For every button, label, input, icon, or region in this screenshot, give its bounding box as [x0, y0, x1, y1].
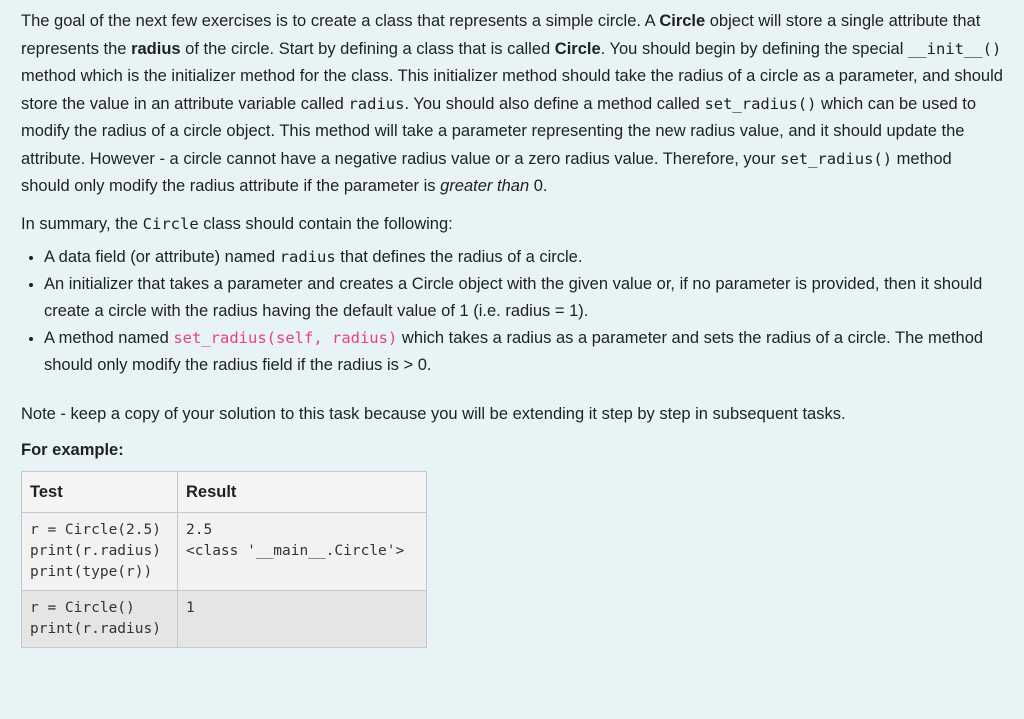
radius-code: radius: [348, 94, 405, 113]
table-header-row: [22, 472, 427, 513]
init-code: __init__(): [907, 39, 1002, 58]
set-radius-code-2: set_radius(): [780, 149, 893, 168]
radius-code: radius: [279, 248, 336, 266]
header-result: Result: [178, 472, 427, 513]
set-radius-signature-code: set_radius(self, radius): [173, 329, 398, 347]
table-row: [22, 591, 427, 648]
circle-bold: Circle: [659, 12, 706, 30]
header-test: Test: [22, 472, 178, 513]
list-item: • A data field (or attribute) named radius that defines the radius of a circle.: [44, 244, 1004, 271]
set-radius-code: set_radius(): [704, 94, 817, 113]
table-row: [22, 513, 427, 591]
circle-code: Circle: [142, 214, 199, 233]
example-heading: For example:: [21, 440, 124, 459]
greater-than-italic: greater than: [440, 177, 530, 195]
test-cell: r = Circle() print(r.radius): [22, 591, 178, 648]
list-item: • An initializer that takes a parameter and creates a Circle object with the given value or, if no parameter is provided, then it should create a circle with the radius having the default value of 1 (i.e. radius = 1).: [44, 271, 1004, 325]
summary-paragraph: In summary, the Circle class should contain the following:: [21, 214, 453, 233]
example-table: [21, 471, 427, 648]
result-cell: 1: [178, 591, 427, 648]
test-cell: r = Circle(2.5) print(r.radius) print(type(r)): [22, 513, 178, 591]
radius-bold: radius: [131, 39, 181, 58]
note-paragraph: Note - keep a copy of your solution to this task because you will be extending it step by step in subsequent tasks.: [21, 405, 846, 423]
intro-paragraph: The goal of the next few exercises is to create a class that represents a simple circle. A Circle object will store a single attribute that represents the radius of the circle. Start by defining a class that is called Circle. You should begin by defining the special __init__() method which is the initializer method for the class. This initializer method should take the radius of a circle as a parameter, and should store the value in an attribute variable called radius. You should also define a method called set_radius() which can be used to modify the radius of a circle object. This method will take a parameter representing the new radius value, and it should update the attribute. However - a circle cannot have a negative radius value or a zero radius value. Therefore, your set_radius() method should only modify the radius attribute if the parameter is greater than 0.: [21, 12, 1003, 195]
circle-bold-2: Circle: [554, 39, 601, 58]
result-cell: 2.5 <class '__main__.Circle'>: [178, 513, 427, 591]
list-item: • A method named set_radius(self, radius) which takes a radius as a parameter and sets the radius of a circle. The method should only modify the radius field if the radius is > 0.: [44, 325, 1004, 379]
requirements-list: [21, 244, 1004, 379]
